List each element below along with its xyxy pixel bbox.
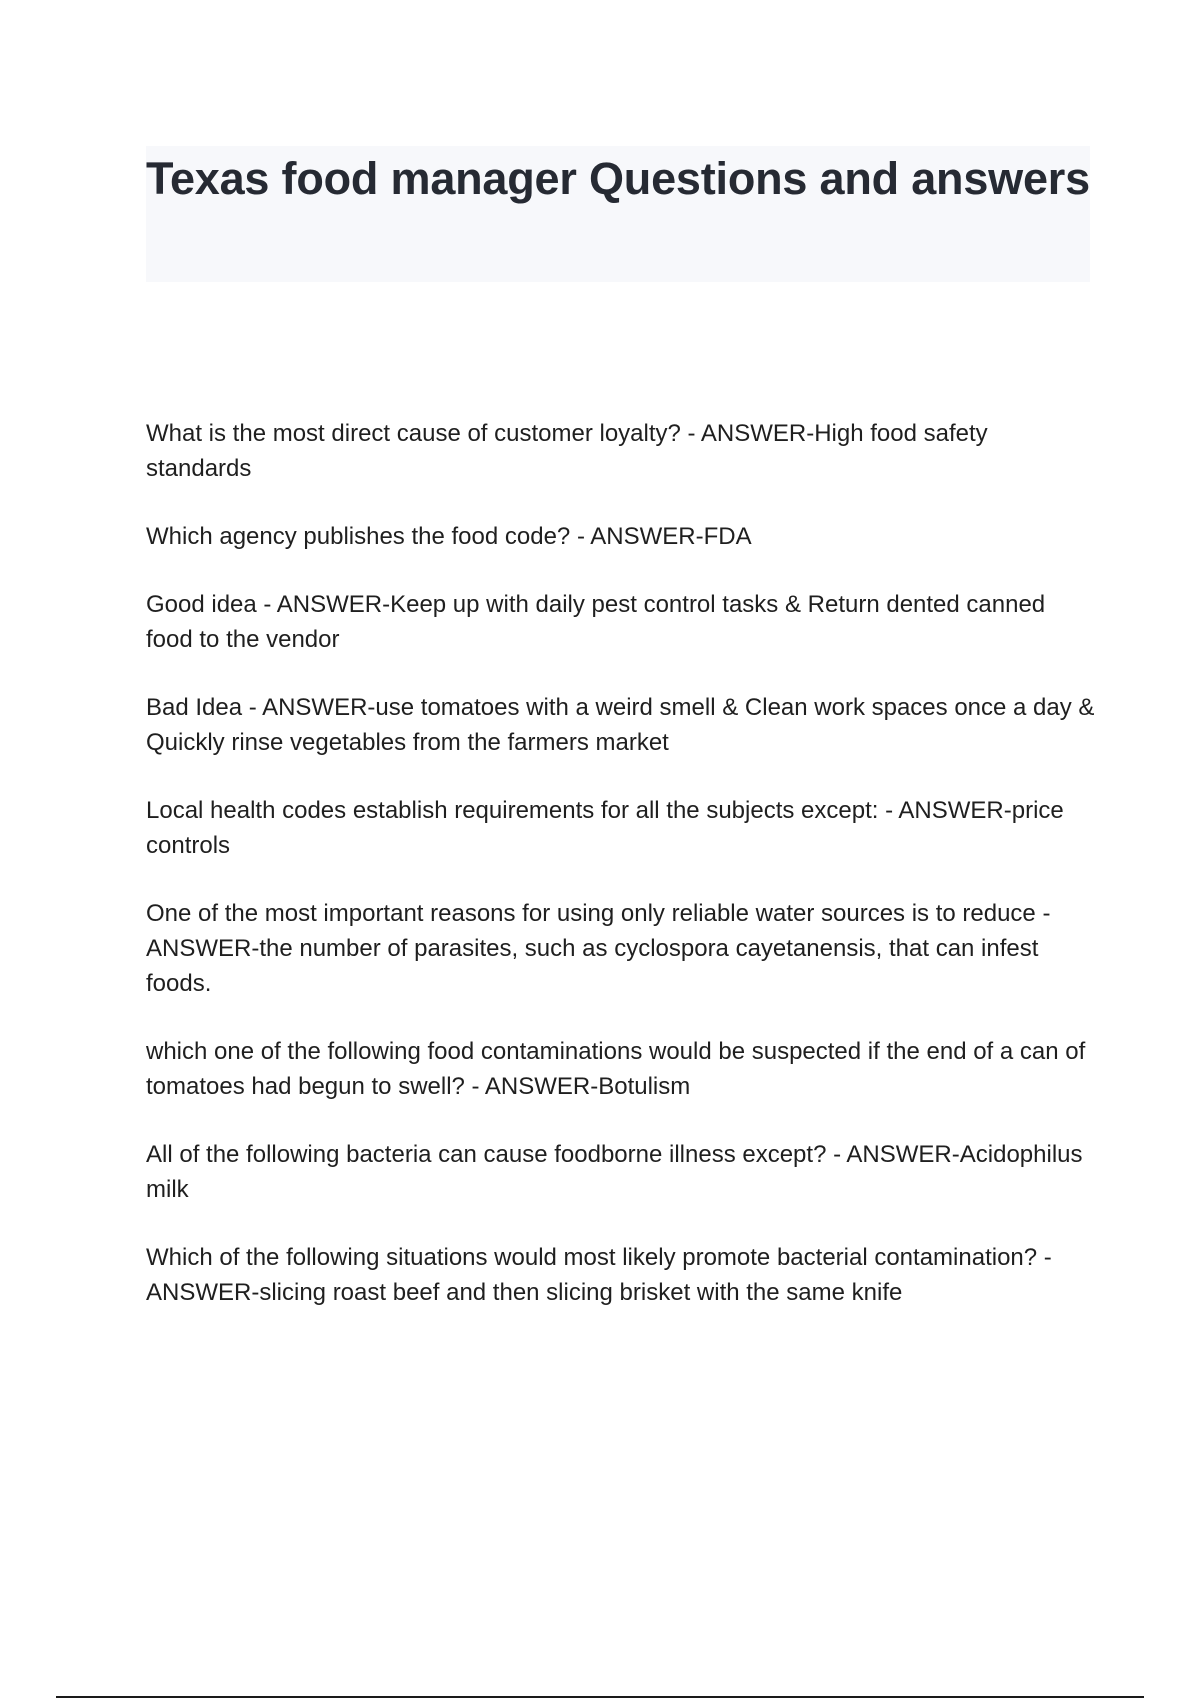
qa-item: Local health codes establish requirements for all the subjects except: - ANSWER-price controls <box>146 797 1064 859</box>
qa-item: One of the most important reasons for using only reliable water sources is to reduce - ANSWER-the number of parasites, such as cyclospora cayetanensis, that can infest foods. <box>146 900 1051 997</box>
qa-item: Bad Idea - ANSWER-use tomatoes with a weird smell & Clean work spaces once a day & Quickly rinse vegetables from the farmers market <box>146 694 1095 756</box>
qa-item: which one of the following food contaminations would be suspected if the end of a can of tomatoes had begun to swell? - ANSWER-Botulism <box>146 1038 1086 1100</box>
qa-item: Which of the following situations would most likely promote bacterial contamination? - ANSWER-slicing roast beef and then slicing brisket with the same knife <box>146 1244 1052 1306</box>
qa-item: All of the following bacteria can cause foodborne illness except? - ANSWER-Acidophilus milk <box>146 1141 1083 1203</box>
footer-divider <box>56 1696 1144 1698</box>
qa-item: Good idea - ANSWER-Keep up with daily pest control tasks & Return dented canned food to the vendor <box>146 591 1046 653</box>
qa-list <box>146 416 1096 1343</box>
qa-item: Which agency publishes the food code? - ANSWER-FDA <box>146 523 752 550</box>
document-title: Texas food manager Questions and answers <box>146 153 1090 204</box>
qa-item: What is the most direct cause of customer loyalty? - ANSWER-High food safety standards <box>146 420 988 482</box>
title-banner <box>146 146 1090 282</box>
